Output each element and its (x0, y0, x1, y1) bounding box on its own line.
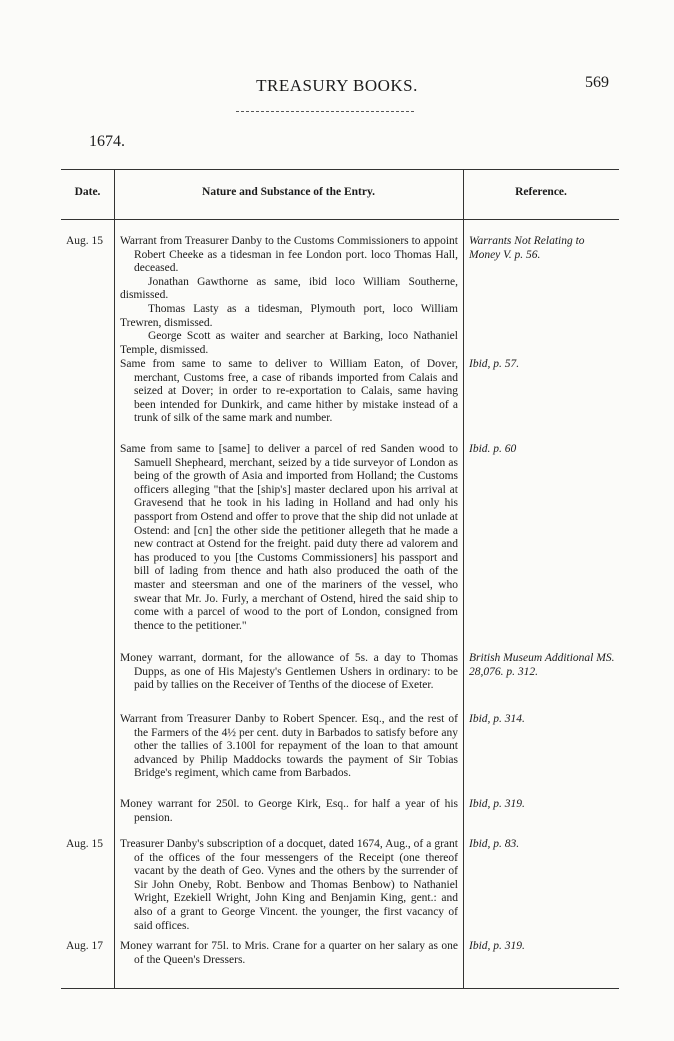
entry-paragraph: Same from same to [same] to deliver a parcel of red Sanden wood to Samuell Shepheard, merchant, seized by a tide surveyor of London as being of the growth of Asia and imported from Holland; the Customs officers alleging "that the [ship's] master declared upon his arrival at Gravesend that he took in his lading in Holland and had only his passport from Ostend and offer to prove that the ship did not unlade at Ostend: and [cn] the other side the petitioner allegeth that he made a new contract at Ostend for the freight. paid duty there ad valorem and has produced to you [the Customs Commissioners] his passport and bill of lading from thence and hath also produced the oath of the master and steersman and one of the mariners of the vessel, who swear that Mr. Jo. Furly, a merchant of Ostend, hired the said ship to come with a parcel of wood to the port of London, consigned from thence to the petitioner." (120, 443, 458, 632)
entry-date: Aug. 15 (66, 838, 104, 850)
entry-date: Aug. 15 (66, 235, 104, 247)
entry-reference: Warrants Not Relating to Money V. p. 56. (469, 235, 585, 261)
entry-paragraph: Warrant from Treasurer Danby to the Customs Commissioners to appoint Robert Cheeke as a tidesman in fee London port. loco Thomas Hall, deceased. (120, 235, 458, 275)
entry-reference: Ibid. p. 60 (469, 443, 517, 455)
entry-text (120, 798, 458, 825)
entry-text (120, 235, 458, 357)
entry-paragraph: George Scott as waiter and searcher at Barking, loco Nathaniel Temple, dismissed. (120, 330, 458, 356)
entry-paragraph: Same from same to same to deliver to William Eaton, of Dover, merchant, Customs free, a case of ribands imported from Calais and seized at Dover; in order to re-exportation to Calais, same having been intended for Dunkirk, and came hither by mistake instead of a trunk of silk of the same mark and number. (120, 358, 458, 425)
entry-text (120, 838, 458, 933)
year-heading: 1674. (89, 133, 125, 150)
entry-text (120, 443, 458, 633)
entry-reference: Ibid, p. 319. (469, 940, 525, 952)
entry-paragraph: Money warrant for 250l. to George Kirk, Esq.. for half a year of his pension. (120, 798, 458, 824)
column-divider-reference (463, 169, 464, 988)
column-header-nature: Nature and Substance of the Entry. (202, 186, 375, 198)
column-header-reference: Reference. (515, 186, 567, 198)
table-bottom-rule (61, 988, 619, 989)
entry-text (120, 358, 458, 426)
entry-text (120, 940, 458, 967)
entry-paragraph: Warrant from Treasurer Danby to Robert Spencer. Esq., and the rest of the Farmers of the 4½ per cent. duty in Barbados to satisfy before any other the tallies of 3.100l for repayment of the loan to that amount advanced by Philip Maddocks towards the payment of Sir Tobias Bridge's regiment, which came from Barbados. (120, 713, 458, 780)
table-head-rule (61, 219, 619, 220)
entry-text (120, 652, 458, 693)
page-number: 569 (585, 74, 609, 91)
entry-reference: Ibid, p. 57. (469, 358, 520, 370)
entry-paragraph: Money warrant for 75l. to Mris. Crane for a quarter on her salary as one of the Queen's Dressers. (120, 940, 458, 966)
entry-reference: British Museum Additional MS. 28,076. p. 312. (469, 652, 615, 678)
entry-paragraph: Money warrant, dormant, for the allowance of 5s. a day to Thomas Dupps, as one of His Majesty's Gentlemen Ushers in ordinary: to be paid by tallies on the Receiver of Tenths of the diocese of Exeter. (120, 652, 458, 692)
header-divider (236, 111, 414, 112)
table-top-rule (61, 169, 619, 170)
entry-paragraph: Jonathan Gawthorne as same, ibid loco William Southerne, dismissed. (120, 275, 458, 302)
column-divider-date (114, 169, 115, 988)
entry-reference: Ibid, p. 319. (469, 798, 525, 810)
entry-paragraph: Treasurer Danby's subscription of a docquet, dated 1674, Aug., of a grant of the offices of the four messengers of the Receipt (one thereof vacant by the death of Geo. Vynes and the others by the surrender of Sir John Oneby, Robt. Benbow and Thomas Benbow) to Nathaniel Wright, Ezekiell Wright, John King and Benjamin King, gent.: and also of a grant to George Vincent. the younger, the first vacancy of said offices. (120, 838, 458, 932)
entry-text (120, 713, 458, 781)
entry-reference: Ibid, p. 314. (469, 713, 525, 725)
entry-paragraph: Thomas Lasty as a tidesman, Plymouth port, loco William Trewren, dismissed. (120, 302, 458, 329)
entry-date: Aug. 17 (66, 940, 104, 952)
entry-reference: Ibid, p. 83. (469, 838, 520, 850)
running-head-title: TREASURY BOOKS. (256, 76, 418, 95)
column-header-date: Date. (74, 186, 101, 198)
